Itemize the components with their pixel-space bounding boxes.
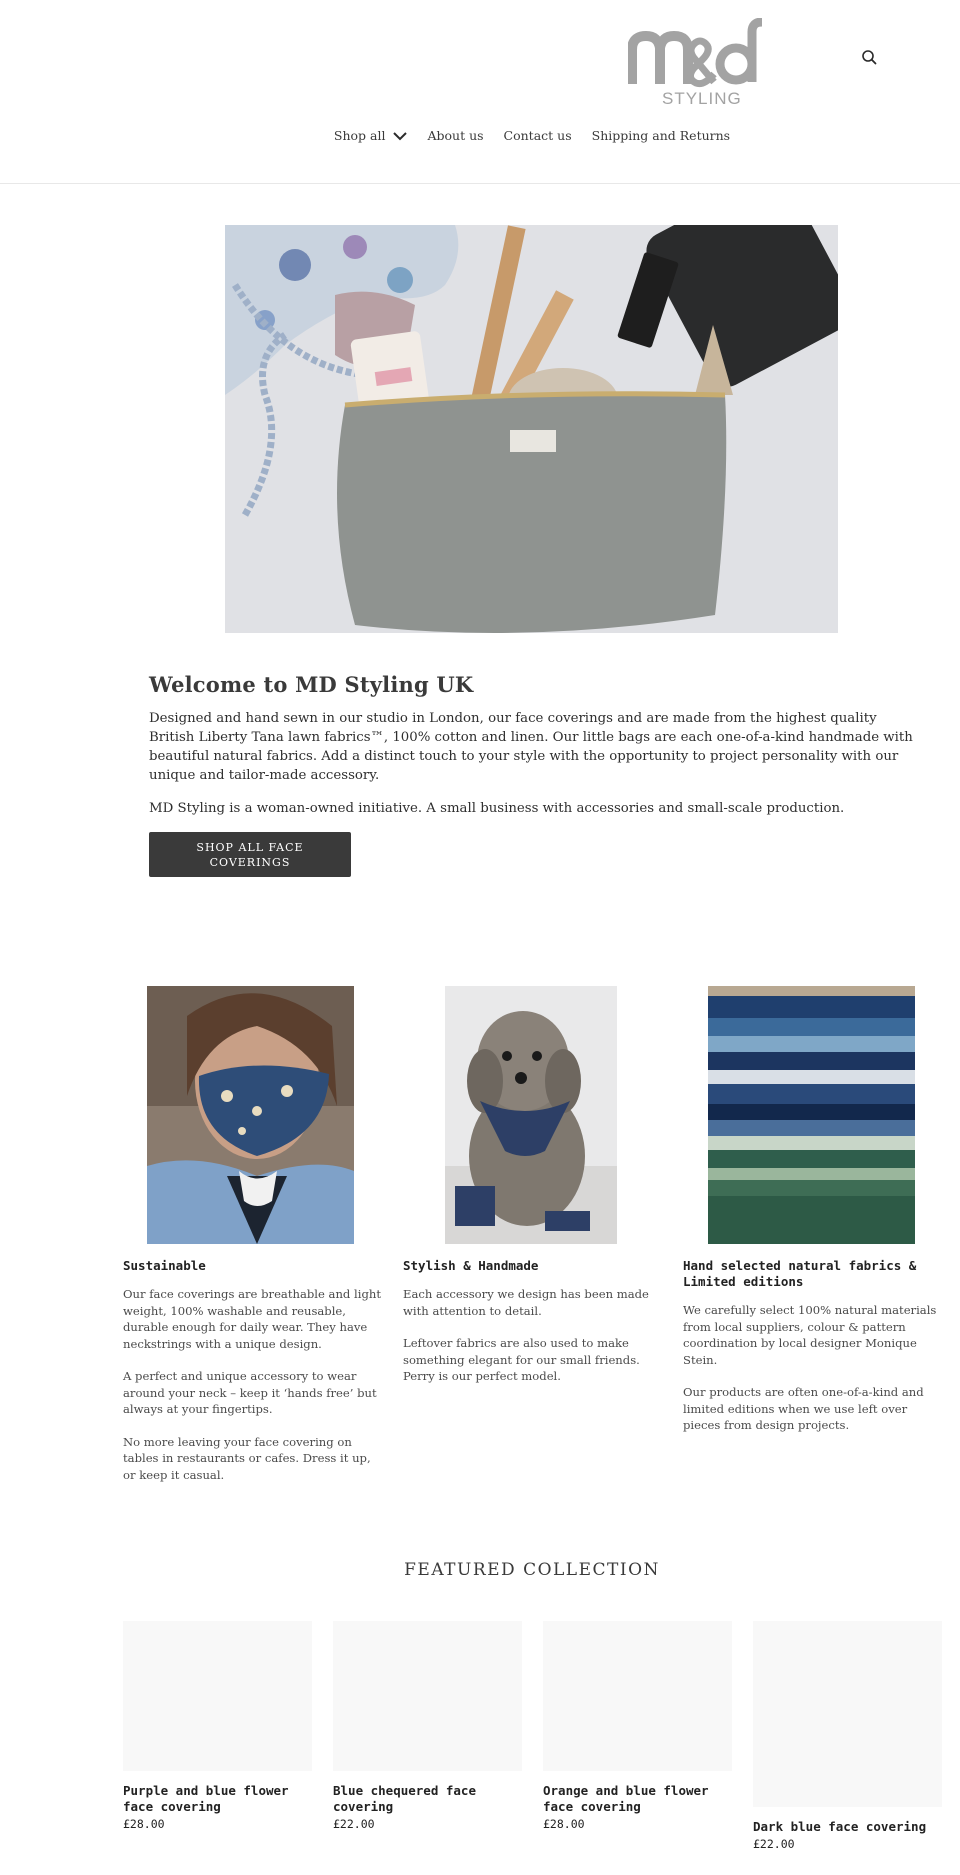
feature-photo-woman-mask: [123, 986, 383, 1244]
nav-item-label: About us: [427, 128, 484, 143]
feature-natural-fabrics: [683, 986, 943, 1450]
feature-sustainable: [123, 986, 383, 1499]
product-card[interactable]: [333, 1621, 522, 1831]
product-image-placeholder[interactable]: [123, 1621, 312, 1771]
feature-stylish-handmade: [403, 986, 663, 1401]
feature-text: No more leaving your face covering on tables in restaurants or cafes. Dress it up, or keep it casual.: [123, 1434, 371, 1482]
md-styling-logo-graphic: [628, 18, 764, 108]
product-name[interactable]: Orange and blue flower face covering: [543, 1783, 709, 1814]
product-price: £28.00: [123, 1817, 165, 1831]
product-image-placeholder[interactable]: [753, 1621, 942, 1807]
feature-text: Each accessory we design has been made with attention to detail.: [403, 1287, 649, 1318]
nav-item-shop-all[interactable]: [334, 128, 408, 143]
nav-item-label: Contact us: [503, 128, 572, 143]
product-name[interactable]: Dark blue face covering: [753, 1819, 927, 1834]
feature-text: We carefully select 100% natural materials from local suppliers, colour & pattern coordination by local designer Monique Stein.: [683, 1303, 937, 1367]
nav-item-contact-us[interactable]: [504, 128, 572, 143]
search-icon: [860, 48, 880, 68]
shop-all-face-coverings-button[interactable]: SHOP ALL FACE COVERINGS: [149, 832, 351, 877]
feature-text: Our face coverings are breathable and light weight, 100% washable and reusable, durable enough for daily wear. They have neckstrings with a unique design.: [123, 1287, 382, 1351]
nav-item-shipping-returns[interactable]: [592, 128, 730, 143]
product-image-placeholder[interactable]: [543, 1621, 732, 1771]
search-button[interactable]: [860, 48, 880, 68]
product-card[interactable]: [123, 1621, 312, 1831]
product-price: £22.00: [753, 1837, 795, 1851]
product-price: £22.00: [333, 1817, 375, 1831]
featured-collection-title: FEATURED COLLECTION: [404, 1560, 660, 1580]
product-price: £28.00: [543, 1817, 585, 1831]
product-card[interactable]: [753, 1621, 942, 1851]
site-header: [0, 0, 960, 184]
feature-text: Our products are often one-of-a-kind and limited editions when we use left over pieces from design projects.: [683, 1385, 924, 1432]
welcome-paragraph-intro: Designed and hand sewn in our studio in London, our face coverings and are made from the highest quality British Liberty Tana lawn fabrics™, 100% cotton and linen. Our little bags are each one-of-a-kind handmade with beautiful natural fabrics. Add a distinct touch to your style with the opportunity to project personality with our unique and tailor-made accessory.: [149, 711, 913, 783]
main-nav: [0, 128, 960, 143]
nav-item-label: Shipping and Returns: [591, 128, 731, 143]
nav-item-about-us[interactable]: [427, 128, 483, 143]
feature-title: Sustainable: [123, 1258, 206, 1273]
dog-bandana-image: [445, 986, 617, 1244]
product-name[interactable]: Purple and blue flower face covering: [123, 1783, 289, 1814]
chevron-down-icon[interactable]: [393, 131, 407, 141]
product-name[interactable]: Blue chequered face covering: [333, 1783, 476, 1814]
welcome-title: Welcome to MD Styling UK: [149, 672, 474, 697]
hero-illustration: [225, 225, 838, 633]
nav-item-label: Shop all: [333, 128, 386, 143]
site-logo[interactable]: [628, 18, 764, 108]
feature-photo-fabric-stack: [683, 986, 943, 1244]
welcome-paragraph-business: MD Styling is a woman-owned initiative. A small business with accessories and small-scale production.: [149, 801, 845, 816]
feature-title: Hand selected natural fabrics & Limited editions: [683, 1258, 917, 1289]
feature-text: A perfect and unique accessory to wear around your neck – keep it ‘hands free’ but always at your fingertips.: [123, 1369, 377, 1416]
hero-image-wash-bag: [225, 225, 838, 633]
logo-sub-text: STYLING: [662, 89, 742, 108]
feature-title: Stylish & Handmade: [403, 1258, 539, 1273]
feature-text: Leftover fabrics are also used to make something elegant for our small friends. Perry is our perfect model.: [403, 1336, 640, 1383]
product-image-placeholder[interactable]: [333, 1621, 522, 1771]
woman-mask-image: [147, 986, 354, 1244]
fabric-stack-image: [708, 986, 915, 1244]
feature-photo-dog-bandana: [403, 986, 663, 1244]
welcome-section: [149, 672, 919, 877]
product-card[interactable]: [543, 1621, 732, 1831]
